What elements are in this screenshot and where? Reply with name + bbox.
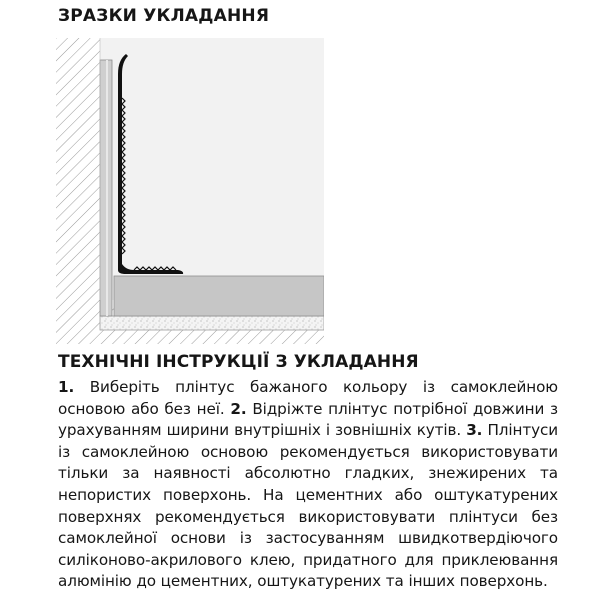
floor-panel bbox=[114, 276, 324, 316]
instructions-body bbox=[58, 377, 558, 593]
wall-surface bbox=[100, 38, 324, 300]
page-title: ЗРАЗКИ УКЛАДАННЯ bbox=[58, 6, 270, 26]
step-1-number: 1. bbox=[58, 378, 75, 396]
step-2-number: 2. bbox=[230, 399, 247, 418]
step-3-text: Плінтуси із самоклейною основою рекомендується використовувати тільки за наявності абсолютно гладких, знежирених та непористих поверхонь. На цементних або оштукатурених поверхнях рекомендується використовувати плінтуси без самоклейної основи із застосуванням швидкотвердіючого силіконово-акрилового клею, придатного для приклеювання алюмінію до цементних, оштукатурених та інших поверхонь. bbox=[58, 421, 558, 591]
installation-diagram bbox=[56, 38, 324, 344]
step-2-text: Відріжте плінтус потрібної довжини з урахуванням ширини внутрішніх і зовнішніх кутів. bbox=[58, 399, 558, 440]
wall-plaster-line bbox=[106, 60, 108, 316]
step-3-number: 3. bbox=[466, 421, 483, 440]
step-1-text: Виберіть плінтус бажаного кольору із самоклейною основою або без неї. bbox=[58, 378, 558, 418]
subfloor-layer bbox=[100, 316, 324, 330]
instructions-title: ТЕХНІЧНІ ІНСТРУКЦІЇ З УКЛАДАННЯ bbox=[58, 352, 419, 372]
